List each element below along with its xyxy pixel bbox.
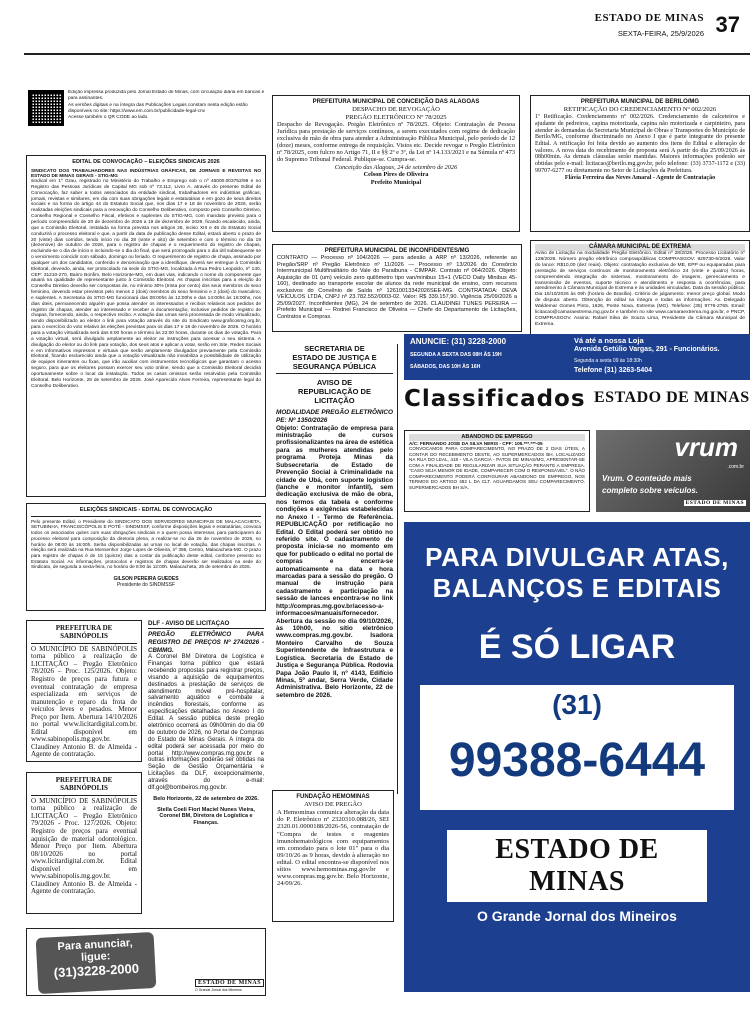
header-date: SEXTA-FEIRA, 25/9/2026 [617, 29, 704, 38]
hemominas-line-1: AVISO DE PREGÃO [304, 801, 362, 809]
anuncie-hours-2: SÁBADOS, DAS 10H ÀS 16H [410, 364, 481, 370]
anunciar-line-1: Para anunciar, [57, 937, 133, 953]
qr-code [28, 90, 64, 126]
berilo-title: PREFEITURA MUNICIPAL DE BERILO/MG [580, 99, 700, 105]
abandono-emprego [404, 430, 590, 512]
intro-line-1: Edição impressa produzida pelo Jornal Estado de Minas, com circulação diária em bancas e para assinantes. [68, 90, 265, 101]
sejusp-body: Objeto: Contratação de empresa para ministração de cursos profissionalizantes na área de estética para as mulheres atendidas pelo programa Proteja Minas da Subsecretaria de Estado de Prevenção Social à Criminalidade na cidade de Ubá, com suporte logístico (lanche e monitor infantil), sem dedicação exclusiva de mão de obra, nos termos da tabela e conforme condições e exigências estabelecidas no Anexo I - Termo de Referência. REPUBLICAÇÃO por retificação no Edital. O Edital poderá ser obtido no referido site. O cadastramento de proposta inicia-se no momento em que for publicado o edital no portal de compras e encerra-se automaticamente na data e hora marcadas para a sessão do pregão. O manual de instrução para cadastramento e participação na sessão de lances encontra-se no link http://compras.mg.gov.br/acesso-a-informacoes/manuais/fornecedor. Abertura da sessão no dia 09/10/2026, às 10h00, no sítio eletrônico www.compras.mg.gov.br. Isadora Monteiro Carvalho de Souza Superintendente de Infraestrutura e Logística. Secretaria de Estado de Justiça e Segurança Pública. Rodovia Papa João Paulo II, nº 4143, Edifício Minas, 5º andar, Serra Verde, Cidade Administrativa. Belo Horizonte, 22 de setembro de 2026. [276, 424, 393, 699]
sabinopolis-1-body: O MUNICÍPIO DE SABINÓPOLIS torna público a realização de LICITAÇÃO – Pregão Eletrônico 78/2026 – Proc. 125/2026. Objeto: Registro de preços para futura e eventual contratação de empresa especializada em serviços de manutenção e reparo da frota de veículos leves e pesados. Menor Preço por Item. Abertura 14/10/2026 no portal www.licitardigital.com.br. Edital disponível em www.sabinopolis.mg.gov.br. Claudiney Antonio B. de Almeida - Agente de contratação. [31, 644, 137, 759]
vrum-line-2: completo sobre veículos. [602, 486, 699, 495]
loja-address: Avenida Getúlio Vargas, 291 - Funcionários. [574, 346, 720, 353]
sejusp-modalidade: MODALIDADE PREGÃO ELETRÔNICO PE: Nº 1350/2026 [276, 409, 393, 424]
anuncie-hours-1: SEGUNDA A SEXTA DAS 08H ÀS 19H [410, 352, 502, 358]
sejusp-line-3: SEGURANÇA PÚBLICA [292, 362, 377, 371]
berilo [530, 95, 750, 232]
inconfidentes-body: CONTRATO — Processo nº 104/2026 — para adesão à ARP nº 13/2026, referente ao Pregão/SRP nº Pregão Eletrônico nº 11/2026 — Processo nº 13/2026 do Consórcio Intermunicipal Multifinalitário do Vale do Paraibuna - CIMPAR. Contrato nº 064/2026. Objeto: Aquisição de 01 (um) veículo zero quilômetro tipo van/minibus 15+1 (VECO Daily Minibus 45-160), destinado ao transporte escolar de alunos da rede municipal de ensino, com recursos exclusivos do Convênio de Saída nº 12610013342026SEE-MG. CONTRATADA: DEVA VEÍCULOS LTDA, CNPJ nº 23.782.552/0003-02. Valor: R$ 339.157,90. Vigência 25/09/2026 a 25/09/2027. Inconfidentes (MG), 24 de setembro de 2026. CLAUDINEI TUNES PEREIRA — Prefeito Municipal — Rodnei Francisco de Oliveira — Chefe do Departamento de Licitações, Contratos e Compras. [277, 255, 517, 320]
dlf-date: Belo Horizonte, 22 de setembro de 2026. [153, 795, 259, 802]
classificados-logo: ESTADO DE MINAS [594, 389, 750, 406]
edital-sindicato-subtitle: SINDICATO DOS TRABALHADORES NAS INDÚSTRIAS GRÁFICAS, DE JORNAIS E REVISTAS NO ESTADO DE MINAS GERAIS - STIG-MG [31, 167, 261, 179]
conceicao-line-1: DESPACHO DE REVOGAÇÃO [352, 106, 440, 114]
sabinopolis-1 [26, 620, 142, 762]
extrema-title: CÂMARA MUNICIPAL DE EXTREMA [535, 244, 745, 251]
inconfidentes [272, 244, 522, 332]
hemominas-body: A Hemominas comunica alteração da data do P. Eletrônico nº 2320310.088/26, SEI 2320.01.0000188/2026-56, contratação de "Compra de testes e reagentes imunohematológicos com equipamentos em comodato para o lote 01" para o dia 09/10/26 as 9 horas, devido à alteração no edital. O edital encontra-se disponível nos sítios www.hemominas.mg.gov.br e www.compras.mg.gov.br. Belo Horizonte, 24/09/26. [277, 809, 389, 888]
conceicao-line-2: PREGÃO ELETRÔNICO Nº 78/2025 [345, 114, 447, 122]
conceicao-title: PREFEITURA MUNICIPAL DE CONCEIÇÃO DAS ALAGOAS [312, 99, 480, 105]
eleicoes-title: ELEIÇÕES SINDICAIS - EDITAL DE CONVOCAÇÃO [79, 507, 213, 513]
vrum-em-logo: ESTADO DE MINAS [685, 500, 744, 506]
intro-text [68, 90, 268, 132]
conceicao-role: Prefeito Municipal [370, 179, 422, 187]
conceicao-signer: Celson Pires de Oliveira [363, 171, 429, 179]
vrum-line-1: Vrum. O conteúdo mais [602, 474, 692, 483]
divulgar-line-3: É SÓ LIGAR [478, 628, 676, 666]
sejusp-line-1: SECRETARIA DE [304, 344, 365, 353]
vrum-ad [596, 430, 750, 512]
anuncie-bar [404, 334, 750, 380]
divulgar-line-1: PARA DIVULGAR ATAS, [425, 542, 729, 572]
extrema-body: Aviso de Licitação na modalidade Pregão Eletrônico. Edital nº 28/2026. Processo Licitatório nº 128/2026. Número pregão eletrônico compraspúblicas COMPRASGOV: 929730-6/2026. Valor do lance: R$10,00 (dez reais). Objeto: contratação exclusiva de ME, EPP ou equiparadas para prestação de serviços contínuos de monitoramento eletrônico 24 (vinte e quatro) horas, compreendendo integração de sistemas, monitoramento de imagens, gerenciamento e transmissão de eventos, suporte técnico e atendimento e resposta a ocorrências, para atendimento à Câmara Municipal de Extrema e às unidades vinculadas. Data da sessão pública: Dia 15/10/2026 às 09h (horário de Brasília). Critério de julgamento: menor preço global. Modo de disputa: aberto. Obtenção do edital na íntegra e todas as informações: Av. Delegado Waldemar Gomes Pinto, 1626, Ponte Nova, Extrema (MG). Telefone: (35) 9776-2765. Email: licitacao@camaraextrema.mg.gov.br e também no site www.camaraextrema.mg.gov.br, e PNCP, COMPRASGOV. Assina: Rafael Silva de Souza Lima, Presidente da Câmara Municipal de Extrema. [535, 251, 745, 327]
dlf-aviso [148, 620, 266, 918]
divulgar-ad [404, 522, 750, 992]
classificados-word: Classificados [404, 386, 586, 412]
loja-hours: Segunda a sexta 09 às 18:30h [574, 358, 642, 364]
page-number: 37 [715, 12, 740, 37]
sabinopolis-2 [26, 772, 142, 914]
vrum-logo: vrum [674, 432, 738, 462]
divulgar-line-2: BALANÇOS E EDITAIS [432, 573, 722, 603]
dlf-signer: Stella Coeli Fiori Maciel Nunes Vieira, Coronel BM, Diretora de Logística e Finanças. [157, 806, 255, 827]
eleicoes-role: Presidente do SINDMSSF [116, 582, 176, 589]
vrum-site: .com.br [727, 464, 744, 470]
sabinopolis-2-title: PREFEITURA DE SABINÓPOLIS [55, 776, 113, 793]
berilo-line-1: RETIFICAÇÃO DO CREDENCIAMENTO Nº 002/2026 [563, 106, 717, 114]
eleicoes-body: Pelo presente Edital, o Presidente do SINDICATO DOS SERVIDORES MUNICIPAIS DE MALACACHETA, SETUBINHA, FRANCISCÓPOLIS E POTÉ - SINDMSSF, conforme disposições legais e estatutárias, convoca todos os associados quites com suas obrigações sindicais e a quem possa interessar, para participarem do processo eleitoral para composição da diretoria plena, a realizar-se no dia 26 de novembro de 2026, no horário de 08:00 às 16:00h. Serão disponibilizadas as urnas no local de votação, das chapas inscritas. A eleição será realizada na Rua Monsenhor Jorge Lopes de Oliveira, nº 395, Centro, Malacacheta-MG. O prazo para registro de chapas é de 15 (quinze) dias a contar da publicação deste edital, conforme previsto no Estatuto Social. As informações, protocolos e registros de chapas deverão ser realizados na sede do Sindicato, de segunda a sexta-feira, no horário de 8:00 às 12:00h. Malacacheta, 25 de setembro de 2026. [31, 518, 261, 570]
sejusp-line-4: AVISO DE [316, 378, 353, 387]
abandono-title: ABANDONO DE EMPREGO [409, 434, 585, 441]
edital-sindicato [26, 155, 266, 497]
conceicao-body: Despacho de Revogação. Pregão Eletrônico nº 78/2025. Objeto: Contratação de Pessoa Jurídica para prestação de serviços contínuos, a serem executados com regime de dedicação exclusiva de mão de obra para atender a Administração Pública Municipal, pelo período de 12 (doze) meses, conforme entrega de requisição. Vistos etc. Decide revogar o Pregão Eletrônico nº 78/2025, com fulcro no Artigo 71, II e §§ 2º e 3º, da Lei nº 14.133/2021 e na Súmula nº 473 do Supremo Tribunal Federal. Publique-se. Cumpra-se. [277, 121, 515, 163]
eleicoes-signer: GILSON PEREIRA GUEDES [113, 576, 179, 583]
anunciar-box [26, 928, 266, 996]
sejusp-line-6: LICITAÇÃO [314, 396, 355, 405]
intro-line-3: Acesse também o QR CODE ao lado. [68, 115, 149, 121]
dlf-line-1: PREGÃO ELETRÔNICO PARA REGISTRO DE PREÇOS Nº 274/2026 - CBMMG. [148, 631, 264, 654]
dlf-body: A Coronel BM Diretora de Logística e Finanças torna público que estará recebendo propostas para registrar preços, visando a aquisição de equipamentos destinados a prestação de serviços de atendimento móvel pré-hospitalar, salvamento aquático e combate a incêndios florestais, conforme as especificações detalhadas no Anexo I do Edital. A sessão pública deste pregão eletrônico ocorrerá as 09h00min do dia 09 de outubro de 2026, no Portal de Compras do Estado de Minas Gerais. A íntegra do edital poderá ser acessada por meio do portal http://www.compras.mg.gov.br e outras informações poderão ser obtidas na Seção de Gestão Orçamentária e Licitações da DLF, excepcionalmente, através do e-mail: dlf.gol@bombeiros.mg.gov.br. [148, 654, 264, 792]
header-rule [24, 53, 750, 55]
hemominas [272, 790, 394, 922]
hemominas-title: FUNDAÇÃO HEMOMINAS [296, 794, 370, 800]
divulgar-area: (31) [420, 685, 734, 721]
classificados-banner [404, 386, 750, 424]
divulgar-logo: ESTADO DE MINAS [447, 830, 707, 902]
header-logo: ESTADO DE MINAS [594, 12, 704, 24]
abandono-body: CONVOCAMOS PARA COMPARECIMENTO, NO PRAZO DE 2 DIAS ÚTEIS, A CONTAR DO RECEBIMENTO DESTE, AO SUPERMERCADOS BH, LOCALIZADO NA RUA DO LEAL, 418 - VILA GARCIA - PATOS DE MINAS/MG, APRESENTAR-SE COM A FINALIDADE DE REGULARIZAR SUA SITUAÇÃO PERANTE A EMPRESA. "CASO SEJA MENOR DE IDADE, COMPARECER COM O RESPONSÁVEL". O NÃO COMPARECIMENTO PODERÁ CONFIGURAR ABANDONO DE EMPREGO, NOS TERMOS DO ARTIGO 482 L DA CLT. AGUARDAMOS SEU COMPARECIMENTO. SUPERMERCADOS BH S/A. [409, 446, 585, 490]
edital-sindicato-title: EDITAL DE CONVOCAÇÃO – ELEIÇÕES SINDICAIS 2026 [72, 159, 220, 165]
sabinopolis-1-title: PREFEITURA DE SABINÓPOLIS [55, 624, 113, 641]
anunciar-tagline: O Grande Jornal dos Mineiros [195, 988, 242, 992]
loja-title: Vá até a nossa Loja [574, 336, 644, 345]
abandono-line-1: A/C: FERNANDO JOSE DA SILVA NERIS - CPF: 105.***.***-05 [409, 440, 543, 446]
sejusp [276, 344, 398, 794]
anuncie-title: ANUNCIE: (31) 3228-2000 [410, 337, 507, 346]
edital-sindicato-body: sindical em 1º Grau, registrado no Ministério do Trabalho e Emprego sob o nº 46000.003752/98 e no Registro das Pessoas Jurídicas de Capital MG sob nº 73.112, Livro A, através do presente Edital de Convocação, faz saber a todos associados da entidade sindical, trabalhadores em indústrias gráficas, jornais, revistas e similares, em dia com suas obrigações legais e estatutárias e em gozo de seus direitos sociais e na forma do artigo 44 do Estatuto Social que, nos dias 17 e 18 de novembro de 2026, serão realizadas eleições sindicais para a renovação do Conselho Deliberativo, composto pelo Conselho Diretivo, Conselho Regional e Conselho Fiscal, efetivos e suplentes do STIG-MG, com mandato previsto para o período compreendido de 20 de dezembro de 2026 a 19 de dezembro de 2029, ficando escalecido, ainda, que a Comissão Eleitoral, instalada na forma prevista nos artigos 26, inciso XIII e 46 do Estatuto Social conduzirá o processo eleitoral e que, a partir da data de publicação desse Edital, estará aberto o prazo de 20 (vinte) dias corridos, tendo início no dia 28 (vinte e oito) de setembro e com o término no dia 19 (dezenove) de outubro de 2026, para o registro de chapas e o requerimento do registro de chapas, excluindo-se o dia de início e incluindo-se o dia do final, que será prorrogado para o dia útil subsequente se o vencimento coincidir com sábado, domingo ou feriado. O requerimento de registro de chapa, assinado por qualquer um dos candidatos, conferido e denominação que a identifique, deverá ser entregue à Comissão Eleitoral, devendo, ainda, ser protocolado na sede do STIG-MG, localizada à Rua Pedro Leopoldo, nº 140, CEP: 31210-270, Bairro Bonfim, Belo Horizonte-MG, em duas vias, indicando o nome do componente que atuará na qualidade de representante junto à Comissão Eleitoral. As chapas inscritas para a eleição do Conselho Diretivo deverão ser compostas de, no mínimo 30% (trinta por cento) dos seus membros do sexo feminino, devendo estar previstos pelo menos 2 (dois) membros do sexo feminino e 2 (dois) do masculino, e suplentes. A Secretaria do STIG-MG funcionará das 08:00hs às 12:00hs e das 14:00hs às 18:00hs, nos dias úteis, permanecendo alguém que possa atender os interessados e recibos relativos aos pedidos de registro de chapas, atender ao interessado e receber a documentação, inclusive pedidos de registro de chapas, fornecendo, ainda, o respectivo recibo. A votação das urnas será processada de modo virtualizado, sendo disponibilizado ao eleitor o link para votação através do site do Sindicato www.graficosmg.org.br, para o exercício do voto relativo às eleições previstas para os dias 17 e 18 de novembro de 2026. O horário para a votação virtualizada será das 6:00 horas e término às 22:00 horas, durante os dias de votação. Para a votação virtual, será divulgado amplamente ao eleitor as instruções para acessar o seu sistema. A divulgação do eleitor ou do link para votação, dos seus atos e aplicar a votar, serão em Site, Redes Sociais e em informativos impressos e virtuais que serão amplamente divulgados previamente pela Comissão Eleitoral, ficando esclarecido ainda que a votação virtualizada não inviabiliza a possibilidade de utilização de equipes itinerantes ou fixas, que irão auxiliar com instrumentos tecnológicos que garantam o acesso seguro, para que os eleitores possam exercer seu voto online, sendo que a Comissão Eleitoral decidirá oportunamente sobre o local da instalação. Todos os casos omissos serão resolvidos pela Comissão Eleitoral. Belo Horizonte, 28 de setembro de 2026. José Aparecido Alves Ferreira, representante legal do Conselho Deliberativo. [31, 179, 261, 389]
dlf-title: DLF - AVISO DE LICITAÇÃO [148, 620, 264, 629]
sejusp-line-2: ESTADO DE JUSTIÇA E [292, 353, 377, 362]
intro-line-2: As versões digitais e na íntegra das Publicações Legais constam nesta edição estão disponíveis no site: https://www.em.com.br/publicidade-legal-cnv [68, 102, 248, 114]
berilo-signer: Flávia Ferreira das Neves Amaral - Agente de Contratação [564, 174, 716, 181]
sabinopolis-2-body: O MUNICÍPIO DE SABINÓPOLIS torna público a realização de LICITAÇÃO – Pregão Eletrônico 79/2026 - Proc. 127/2026. Objeto: Registro de preços para eventual aquisição de material odontológico. Menor Preço por Item. Abertura 08/10/2026 no portal www.licitardigital.com.br. Edital disponível em www.sabinopolis.mg.gov.br. Claudiney Antonio B. de Almeida - Agente de contratação. [31, 796, 137, 896]
conceicao-alagoas [272, 95, 520, 232]
anunciar-logo: ESTADO DE MINAS [195, 979, 264, 987]
anunciar-badge [36, 932, 157, 994]
anunciar-line-2: ligue: [80, 950, 111, 964]
eleicoes-sindicais [26, 503, 266, 611]
inconfidentes-title: PREFEITURA MUNICIPAL DE INCONFIDENTES/MG [324, 248, 470, 254]
berilo-body: 1ª Retificação. Credenciamento nº 002/2026. Credenciamento de calceteiros e ajudante de pedreiros, capina motorizada, capina não motorizada e carpinteiro, para atender às demandas da Secretaria Municipal de Obras e Transportes do Município de Berilo/MG, conforme discriminado no Anexo I que é parte integrante do presente Edital. A retificação foi feita devido ao aumento dos itens do Edital e alteração de valores. A nova data do recebimento de proposta será A partir do dia 25/09/2026 às 08h00min. As demais cláusulas serão mantidas. Maiores informações poderão ser obtidas pelo e-mail: licitacao@berilo.mg.gov.br, pelo telefone: (33) 3737-1172 e (33) 99707-6277 ou diretamente no Setor de Licitações da Prefeitura. [535, 114, 745, 174]
anunciar-phone: (31)3228-2000 [53, 960, 140, 981]
divulgar-tagline: O Grande Jornal dos Mineiros [477, 908, 677, 924]
conceicao-date: Conceição das Alagoas, 24 de setembro de 2026 [334, 163, 458, 171]
loja-phone: Telefone (31) 3263-5404 [574, 367, 653, 374]
divulgar-number: 99388-6444 [420, 721, 734, 810]
camara-extrema [530, 240, 750, 344]
page-header [590, 8, 750, 52]
sejusp-line-5: REPUBLICAÇÃO DE [298, 387, 371, 396]
